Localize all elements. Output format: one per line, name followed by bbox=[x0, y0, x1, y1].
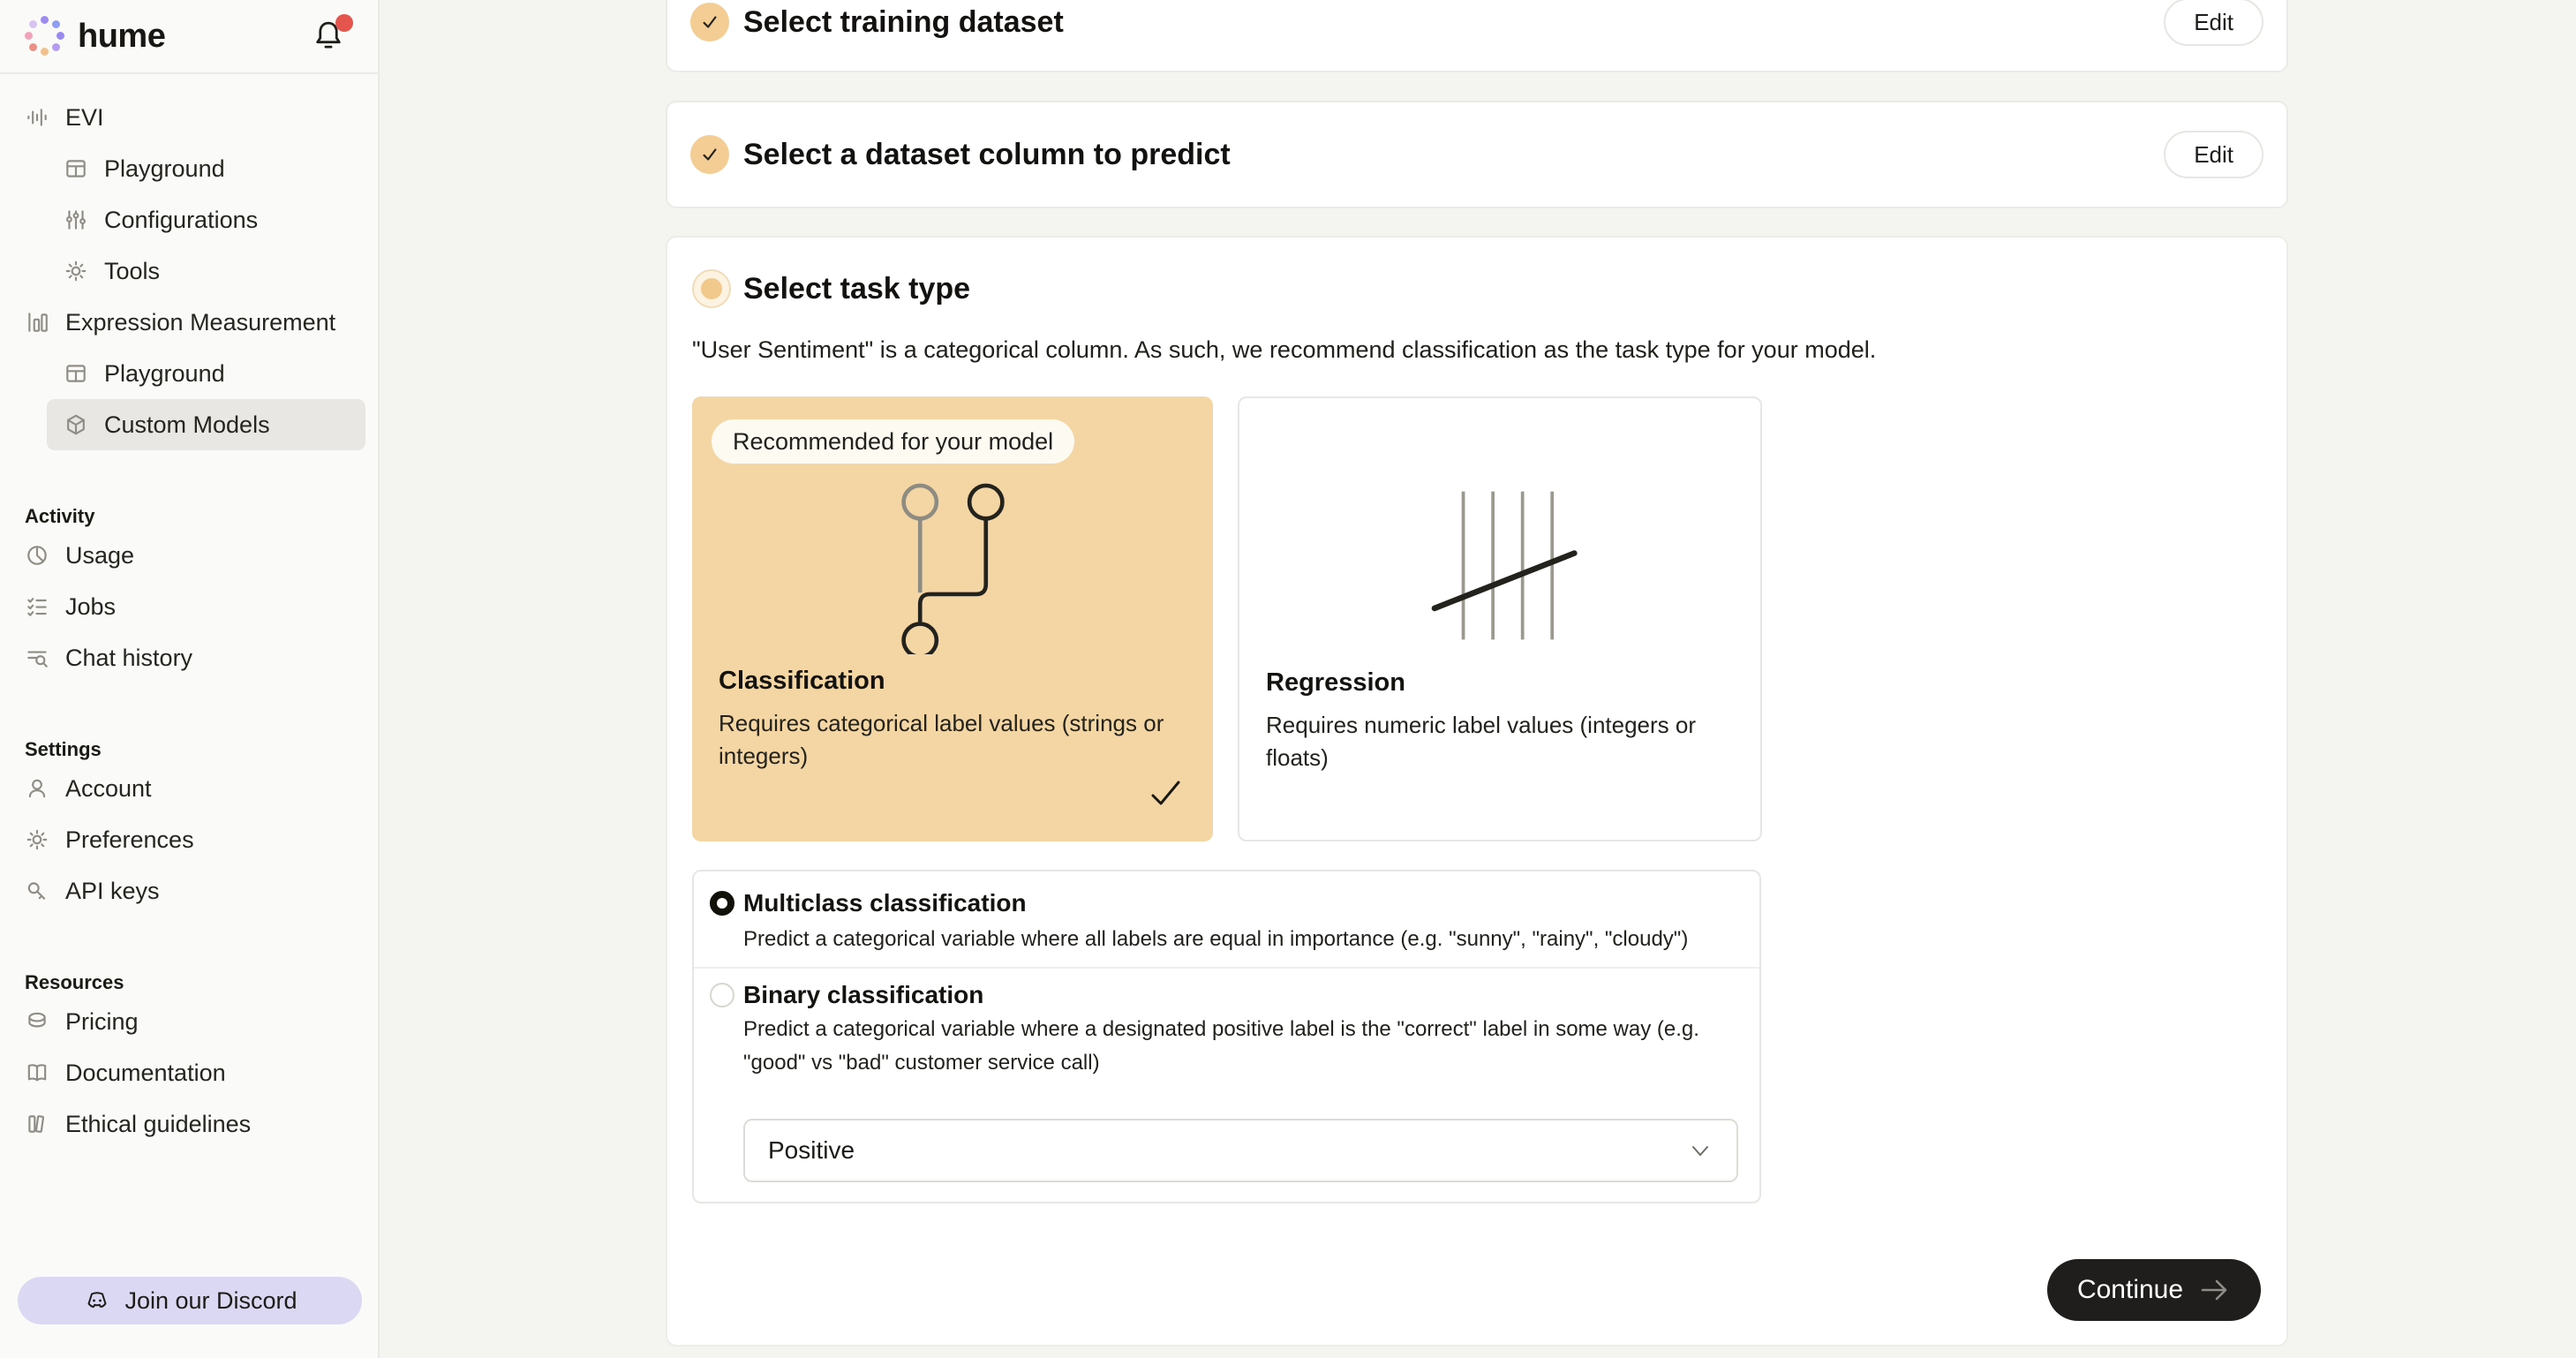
edit-button[interactable]: Edit bbox=[2164, 131, 2263, 178]
join-discord-button[interactable] bbox=[18, 1277, 362, 1324]
sidebar-item-label: Playground bbox=[104, 155, 225, 182]
sidebar-item-label: Ethical guidelines bbox=[65, 1110, 252, 1137]
sidebar-item-label: API keys bbox=[65, 877, 160, 904]
sidebar-item-label: Chat history bbox=[65, 644, 193, 671]
checklist-icon bbox=[25, 594, 49, 619]
step-card-dataset-column bbox=[666, 101, 2288, 208]
regression-icon bbox=[1239, 472, 1760, 658]
discord-icon bbox=[82, 1286, 112, 1316]
selected-check-icon bbox=[1146, 773, 1185, 817]
sidebar bbox=[0, 0, 380, 1358]
sidebar-item-evi-playground[interactable] bbox=[47, 143, 365, 194]
recommended-badge: Recommended for your model bbox=[712, 419, 1074, 464]
waveform-icon bbox=[25, 105, 49, 130]
sidebar-section-settings bbox=[0, 736, 365, 917]
radio-binary[interactable] bbox=[710, 983, 734, 1007]
sidebar-item-tools[interactable] bbox=[47, 245, 365, 297]
sidebar-item-label: Jobs bbox=[65, 592, 117, 620]
sidebar-section-resources bbox=[0, 969, 365, 1150]
hume-logo[interactable] bbox=[25, 16, 165, 57]
step-card-training-dataset bbox=[666, 0, 2288, 72]
section-title: Activity bbox=[25, 505, 95, 527]
logo-wordmark: hume bbox=[78, 17, 166, 55]
pie-chart-icon bbox=[25, 543, 49, 568]
sidebar-item-configurations[interactable] bbox=[47, 194, 365, 245]
continue-button-label: Continue bbox=[2076, 1275, 2184, 1304]
sidebar-section-activity bbox=[0, 503, 365, 683]
sidebar-nav bbox=[0, 74, 378, 1150]
bell-icon bbox=[311, 41, 346, 57]
step-active-icon bbox=[692, 269, 731, 308]
radio-multiclass[interactable] bbox=[710, 891, 734, 916]
radio-description: Predict a categorical variable where a designated positive label is the "correct" label in some way (e.g. "good" vs "bad" customer service call) bbox=[743, 1017, 1699, 1075]
layout-icon bbox=[64, 156, 88, 181]
step-title: Select a dataset column to predict bbox=[743, 137, 1231, 171]
book-icon bbox=[25, 1060, 49, 1085]
sidebar-item-account[interactable] bbox=[0, 763, 365, 814]
radio-label[interactable]: Multiclass classification bbox=[743, 889, 1027, 917]
step-complete-icon bbox=[690, 3, 729, 41]
sidebar-item-label: EVI bbox=[65, 103, 104, 131]
bar-chart-icon bbox=[25, 310, 49, 335]
option-title: Regression bbox=[1266, 668, 1405, 697]
coins-icon bbox=[25, 1009, 49, 1034]
positive-label-select[interactable] bbox=[743, 1119, 1738, 1182]
sidebar-item-label: Usage bbox=[65, 541, 135, 569]
classification-type-group bbox=[692, 870, 1761, 1203]
chevron-down-icon bbox=[1687, 1137, 1714, 1164]
user-icon bbox=[25, 776, 49, 801]
sidebar-header bbox=[0, 0, 378, 74]
sidebar-item-em-playground[interactable] bbox=[47, 348, 365, 399]
option-description: Requires numeric label values (integers or floats) bbox=[1266, 712, 1697, 771]
gear-icon bbox=[25, 827, 49, 852]
sidebar-item-jobs[interactable] bbox=[0, 581, 365, 632]
sidebar-item-label: Expression Measurement bbox=[65, 308, 336, 336]
task-step-description: "User Sentiment" is a categorical column. As such, we recommend classification as the task type for your model. bbox=[692, 336, 1877, 363]
continue-button[interactable] bbox=[2047, 1259, 2261, 1321]
notifications-button[interactable] bbox=[311, 18, 350, 57]
sidebar-item-preferences[interactable] bbox=[0, 814, 365, 865]
branch-icon bbox=[692, 471, 1213, 656]
option-title: Classification bbox=[719, 667, 885, 695]
option-description: Requires categorical label values (strings or integers) bbox=[719, 710, 1164, 769]
key-icon bbox=[25, 879, 49, 903]
radio-description: Predict a categorical variable where all labels are equal in importance (e.g. "sunny", "rainy", "cloudy") bbox=[743, 927, 1689, 951]
step-card-select-task-type bbox=[666, 236, 2288, 1347]
sidebar-item-label: Playground bbox=[104, 359, 225, 387]
sliders-icon bbox=[64, 207, 88, 232]
edit-button[interactable]: Edit bbox=[2164, 0, 2263, 46]
sidebar-item-chat-history[interactable] bbox=[0, 632, 365, 683]
arrow-right-icon bbox=[2197, 1273, 2231, 1307]
sidebar-item-label: Custom Models bbox=[104, 411, 270, 438]
sidebar-item-usage[interactable] bbox=[0, 530, 365, 581]
sidebar-item-label: Configurations bbox=[104, 206, 259, 233]
books-icon bbox=[25, 1112, 49, 1136]
sidebar-item-label: Account bbox=[65, 774, 152, 802]
sidebar-item-pricing[interactable] bbox=[0, 996, 365, 1047]
sidebar-item-label: Pricing bbox=[65, 1007, 139, 1035]
divider bbox=[694, 967, 1759, 969]
select-value: Positive bbox=[768, 1136, 855, 1164]
hume-logo-icon bbox=[25, 16, 65, 57]
radio-label[interactable]: Binary classification bbox=[743, 981, 984, 1008]
task-step-title: Select task type bbox=[743, 272, 971, 306]
sidebar-item-documentation[interactable] bbox=[0, 1047, 365, 1098]
option-card-regression[interactable] bbox=[1238, 396, 1762, 841]
sidebar-item-api-keys[interactable] bbox=[0, 865, 365, 917]
main-content bbox=[380, 0, 2576, 1358]
gear-icon bbox=[64, 259, 88, 283]
layout-icon bbox=[64, 361, 88, 386]
sidebar-item-ethical-guidelines[interactable] bbox=[0, 1098, 365, 1150]
step-title: Select training dataset bbox=[743, 4, 1064, 39]
sidebar-item-label: Tools bbox=[104, 257, 161, 284]
discord-button-label: Join our Discord bbox=[124, 1286, 298, 1314]
section-title: Resources bbox=[25, 971, 124, 993]
sidebar-item-label: Preferences bbox=[65, 826, 194, 853]
sidebar-item-label: Documentation bbox=[65, 1059, 226, 1086]
section-title: Settings bbox=[25, 738, 102, 760]
list-search-icon bbox=[25, 645, 49, 670]
sidebar-item-expression-measurement[interactable] bbox=[0, 297, 365, 348]
sidebar-item-custom-models[interactable] bbox=[47, 399, 365, 450]
notification-dot bbox=[335, 14, 353, 32]
option-card-classification[interactable] bbox=[692, 396, 1213, 841]
sidebar-item-evi[interactable] bbox=[0, 92, 365, 143]
step-complete-icon bbox=[690, 135, 729, 174]
cube-icon bbox=[64, 412, 88, 437]
